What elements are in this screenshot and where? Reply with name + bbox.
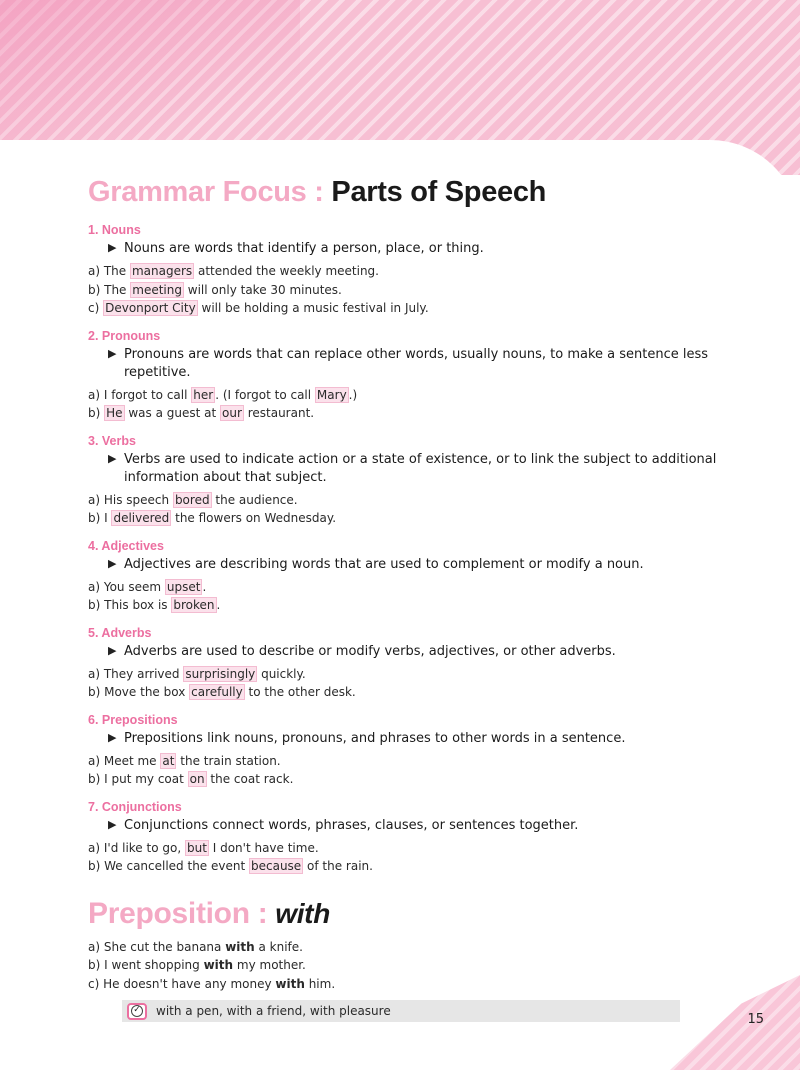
highlighted-word: meeting bbox=[132, 282, 182, 297]
sentence-text: my mother. bbox=[233, 958, 306, 972]
example-sentence bbox=[88, 300, 768, 317]
sentence-text: of the rain. bbox=[303, 859, 373, 873]
title-main: Parts of Speech bbox=[331, 176, 547, 208]
section bbox=[88, 713, 768, 788]
definition bbox=[108, 643, 768, 661]
examples bbox=[88, 666, 768, 701]
bold-word: with bbox=[203, 958, 234, 972]
preposition-examples bbox=[88, 939, 768, 993]
sentence-text: b) bbox=[88, 406, 105, 420]
definition bbox=[108, 346, 768, 382]
sentence-text: him. bbox=[304, 976, 336, 991]
definition-text: Verbs are used to indicate action or a state of existence, or to link the subject to additional information about that subject. bbox=[124, 451, 717, 485]
sentence-text: attended the weekly meeting. bbox=[194, 264, 379, 278]
section-heading: 1. Nouns bbox=[88, 223, 141, 237]
sentence-text: a) Meet me bbox=[88, 753, 161, 768]
definition bbox=[108, 556, 768, 574]
highlighted-word: managers bbox=[131, 264, 193, 278]
highlighted-word: on bbox=[189, 772, 205, 786]
parts-of-speech-list bbox=[88, 223, 768, 875]
definition-text: Prepositions link nouns, pronouns, and phrases to other words in a sentence. bbox=[124, 730, 626, 746]
highlighted-word: at bbox=[162, 753, 175, 768]
sentence-text: I don't have time. bbox=[208, 840, 319, 855]
section-heading: 6. Prepositions bbox=[88, 712, 178, 727]
highlighted-word: He bbox=[106, 406, 123, 420]
example-sentence bbox=[88, 771, 768, 788]
example-sentence bbox=[88, 976, 768, 993]
section-heading: 4. Adjectives bbox=[88, 538, 164, 553]
page-content bbox=[88, 176, 768, 992]
example-sentence bbox=[88, 684, 768, 701]
section bbox=[88, 329, 768, 422]
highlighted-word: broken bbox=[173, 598, 215, 612]
definition-text: Pronouns are words that can replace other words, usually nouns, to make a sentence less repetitive. bbox=[124, 346, 709, 380]
example-sentence bbox=[88, 858, 768, 875]
section-heading: 2. Pronouns bbox=[88, 328, 161, 343]
preposition-title bbox=[88, 897, 768, 931]
example-sentence bbox=[88, 510, 768, 527]
section bbox=[88, 434, 768, 527]
bullet-triangle-icon: ▶ bbox=[108, 817, 117, 831]
example-sentence bbox=[88, 957, 768, 974]
example-sentence bbox=[88, 597, 768, 614]
example-sentence bbox=[88, 492, 768, 509]
grammar-focus-title bbox=[88, 176, 768, 209]
sentence-text: a) His speech bbox=[88, 492, 173, 507]
example-sentence bbox=[88, 387, 768, 404]
example-sentence bbox=[88, 405, 768, 422]
examples bbox=[88, 263, 768, 317]
tip-box bbox=[122, 1000, 680, 1022]
sentence-text: . bbox=[216, 598, 221, 612]
sentence-text: quickly. bbox=[257, 666, 306, 681]
sentence-text: b) We cancelled the event bbox=[88, 859, 249, 873]
section bbox=[88, 626, 768, 701]
sentence-text: the flowers on Wednesday. bbox=[171, 511, 337, 525]
sentence-text: c) bbox=[88, 301, 104, 315]
title-prefix: Preposition : bbox=[88, 896, 268, 930]
sentence-text: . (I forgot to call bbox=[215, 387, 315, 402]
examples bbox=[88, 840, 768, 875]
section-heading: 7. Conjunctions bbox=[88, 799, 182, 814]
sentence-text: b) I went shopping bbox=[88, 958, 204, 972]
section-heading: 3. Verbs bbox=[88, 433, 136, 448]
highlighted-word: but bbox=[186, 840, 207, 855]
bullet-triangle-icon: ▶ bbox=[108, 241, 117, 254]
sentence-text: b) I bbox=[88, 511, 112, 525]
sentence-text: to the other desk. bbox=[244, 685, 356, 699]
sentence-text: the train station. bbox=[176, 753, 281, 768]
sentence-text: b) This box is bbox=[88, 598, 172, 612]
sentence-text: . bbox=[202, 579, 207, 594]
definition bbox=[108, 730, 768, 748]
example-sentence bbox=[88, 840, 768, 857]
bullet-triangle-icon: ▶ bbox=[108, 643, 117, 657]
definition bbox=[108, 240, 768, 258]
bold-word: with bbox=[225, 939, 255, 954]
highlighted-word: surprisingly bbox=[185, 666, 256, 681]
highlighted-word: delivered bbox=[113, 511, 170, 525]
definition-text: Conjunctions connect words, phrases, clauses, or sentences together. bbox=[124, 817, 579, 833]
example-sentence bbox=[88, 666, 768, 683]
sentence-text: b) The bbox=[88, 282, 131, 297]
definition-text: Adjectives are describing words that are used to complement or modify a noun. bbox=[124, 556, 644, 572]
example-sentence bbox=[88, 939, 768, 956]
bullet-triangle-icon: ▶ bbox=[108, 451, 117, 465]
bullet-triangle-icon: ▶ bbox=[108, 730, 117, 744]
highlighted-word: our bbox=[222, 406, 242, 420]
example-sentence bbox=[88, 579, 768, 596]
sentence-text: c) He doesn't have any money bbox=[88, 976, 276, 991]
examples bbox=[88, 579, 768, 614]
example-sentence bbox=[88, 753, 768, 770]
sentence-text: a) I forgot to call bbox=[88, 387, 192, 402]
examples bbox=[88, 387, 768, 422]
sentence-text: restaurant. bbox=[243, 406, 315, 420]
sentence-text: a) I'd like to go, bbox=[88, 840, 185, 855]
sentence-text: the coat rack. bbox=[206, 772, 294, 786]
section bbox=[88, 539, 768, 614]
check-icon: ✓ bbox=[124, 1000, 150, 1022]
highlighted-word: bored bbox=[174, 492, 210, 507]
section bbox=[88, 800, 768, 875]
highlighted-word: upset bbox=[166, 579, 201, 594]
title-prefix: Grammar Focus : bbox=[88, 176, 324, 208]
sentence-text: was a guest at bbox=[124, 406, 220, 420]
highlighted-word: her bbox=[193, 387, 214, 402]
bullet-triangle-icon: ▶ bbox=[108, 346, 117, 360]
definition bbox=[108, 817, 768, 835]
sentence-text: a) You seem bbox=[88, 579, 165, 594]
sentence-text: the audience. bbox=[211, 492, 298, 507]
bold-word: with bbox=[275, 976, 305, 991]
highlighted-word: carefully bbox=[191, 685, 243, 699]
sentence-text: will only take 30 minutes. bbox=[183, 282, 342, 297]
examples bbox=[88, 753, 768, 788]
sentence-text: a knife. bbox=[254, 939, 303, 954]
highlighted-word: because bbox=[251, 859, 302, 873]
sentence-text: b) I put my coat bbox=[88, 772, 188, 786]
example-sentence bbox=[88, 282, 768, 299]
sentence-text: a) She cut the banana bbox=[88, 939, 226, 954]
sentence-text: will be holding a music festival in July. bbox=[197, 301, 429, 315]
sentence-text: a) The bbox=[88, 264, 130, 278]
highlighted-word: Devonport City bbox=[105, 301, 196, 315]
section-heading: 5. Adverbs bbox=[88, 625, 152, 640]
examples bbox=[88, 492, 768, 527]
section bbox=[88, 223, 768, 317]
sentence-text: a) They arrived bbox=[88, 666, 184, 681]
page-number: 15 bbox=[747, 1012, 764, 1027]
bullet-triangle-icon: ▶ bbox=[108, 556, 117, 570]
definition-text: Nouns are words that identify a person, place, or thing. bbox=[124, 241, 484, 256]
sentence-text: .) bbox=[348, 387, 358, 402]
definition bbox=[108, 451, 768, 487]
example-sentence bbox=[88, 263, 768, 280]
sentence-text: b) Move the box bbox=[88, 685, 190, 699]
definition-text: Adverbs are used to describe or modify verbs, adjectives, or other adverbs. bbox=[124, 643, 616, 659]
tip-text: with a pen, with a friend, with pleasure bbox=[156, 1004, 391, 1018]
title-main: with bbox=[275, 897, 331, 929]
highlighted-word: Mary bbox=[316, 387, 347, 402]
